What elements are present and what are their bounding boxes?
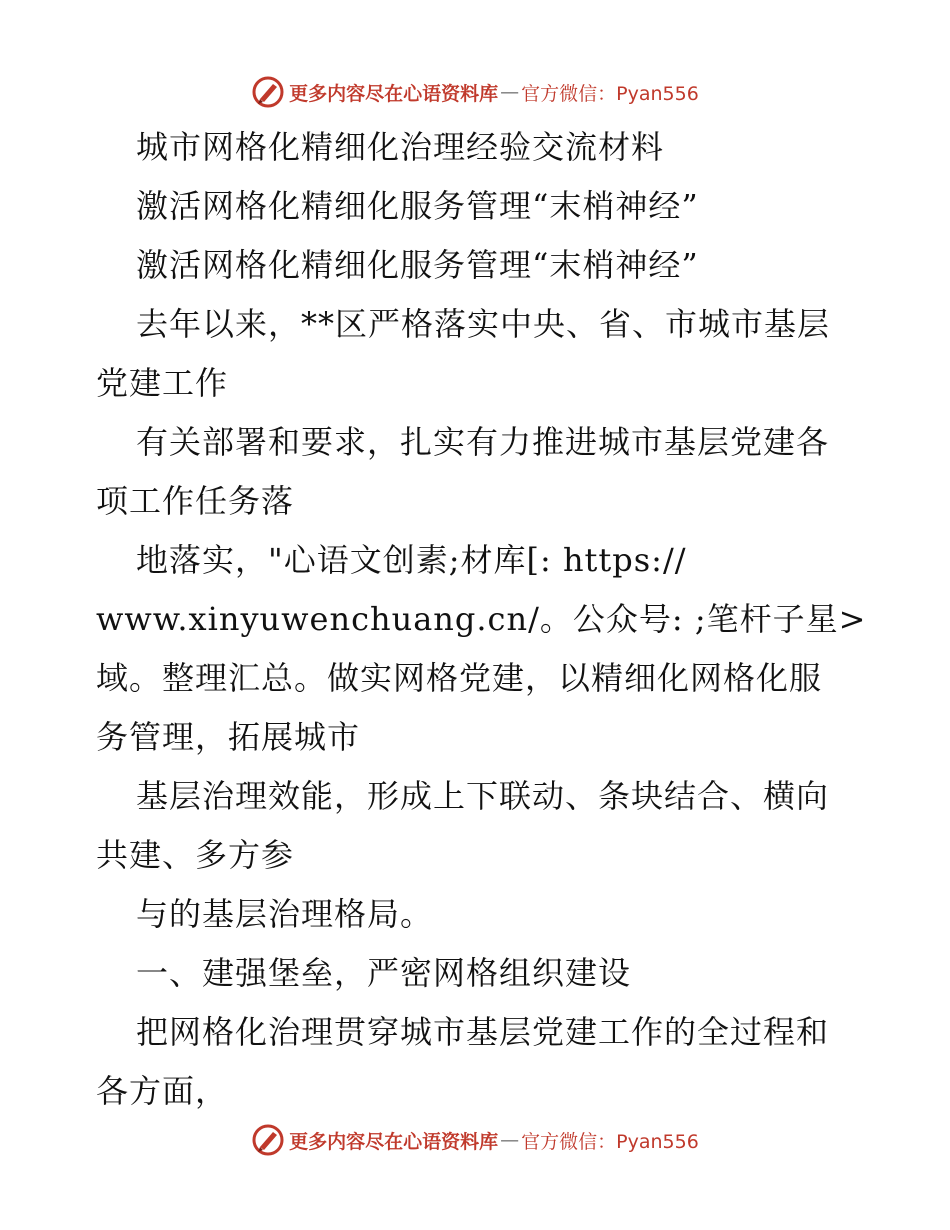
paragraph-line: 域。整理汇总。做实网格党建，以精细化网格化服: [96, 659, 823, 697]
footer-separator: —: [500, 1129, 520, 1151]
header-watermark-banner: [0, 72, 950, 112]
paragraph-line: 与的基层治理格局。: [136, 895, 434, 933]
header-brand-text: 更多内容尽在心语资料库: [289, 82, 499, 105]
paragraph-line: 地落实，"心语文创素;材库[: https://: [136, 541, 687, 579]
header-separator: —: [500, 81, 520, 103]
paragraph-line: 项工作任务落: [96, 482, 295, 520]
paragraph-line: 基层治理效能，形成上下联动、条块结合、横向: [136, 777, 830, 815]
document-body: [96, 118, 867, 1121]
paragraph-line: 有关部署和要求，扎实有力推进城市基层党建各: [136, 423, 830, 461]
footer-watermark-banner: [0, 1120, 950, 1160]
footer-wechat-text: 官方微信：Pyan556: [521, 1130, 699, 1153]
footer-brand-text: 更多内容尽在心语资料库: [289, 1130, 499, 1153]
paragraph-line: 各方面，: [96, 1072, 229, 1110]
quill-seal-icon: [251, 75, 285, 109]
paragraph-line: 党建工作: [96, 364, 229, 402]
paragraph-line: 务管理，拓展城市: [96, 718, 361, 756]
quill-seal-icon: [251, 1123, 285, 1157]
paragraph-line: www.xinyuwenchuang.cn/。公众号: ;笔杆子星>: [96, 600, 867, 638]
paragraph-line: 共建、多方参: [96, 836, 295, 874]
doc-subtitle: 激活网格化精细化服务管理“末梢神经”: [136, 187, 699, 225]
paragraph-line: 去年以来，**区严格落实中央、省、市城市基层: [136, 305, 831, 343]
paragraph-line: 把网格化治理贯穿城市基层党建工作的全过程和: [136, 1013, 830, 1051]
doc-title: 城市网格化精细化治理经验交流材料: [136, 128, 665, 166]
doc-subtitle-repeat: 激活网格化精细化服务管理“末梢神经”: [136, 246, 699, 284]
header-wechat-text: 官方微信：Pyan556: [521, 82, 699, 105]
section-heading: 一、建强堡垒，严密网格组织建设: [136, 954, 632, 992]
